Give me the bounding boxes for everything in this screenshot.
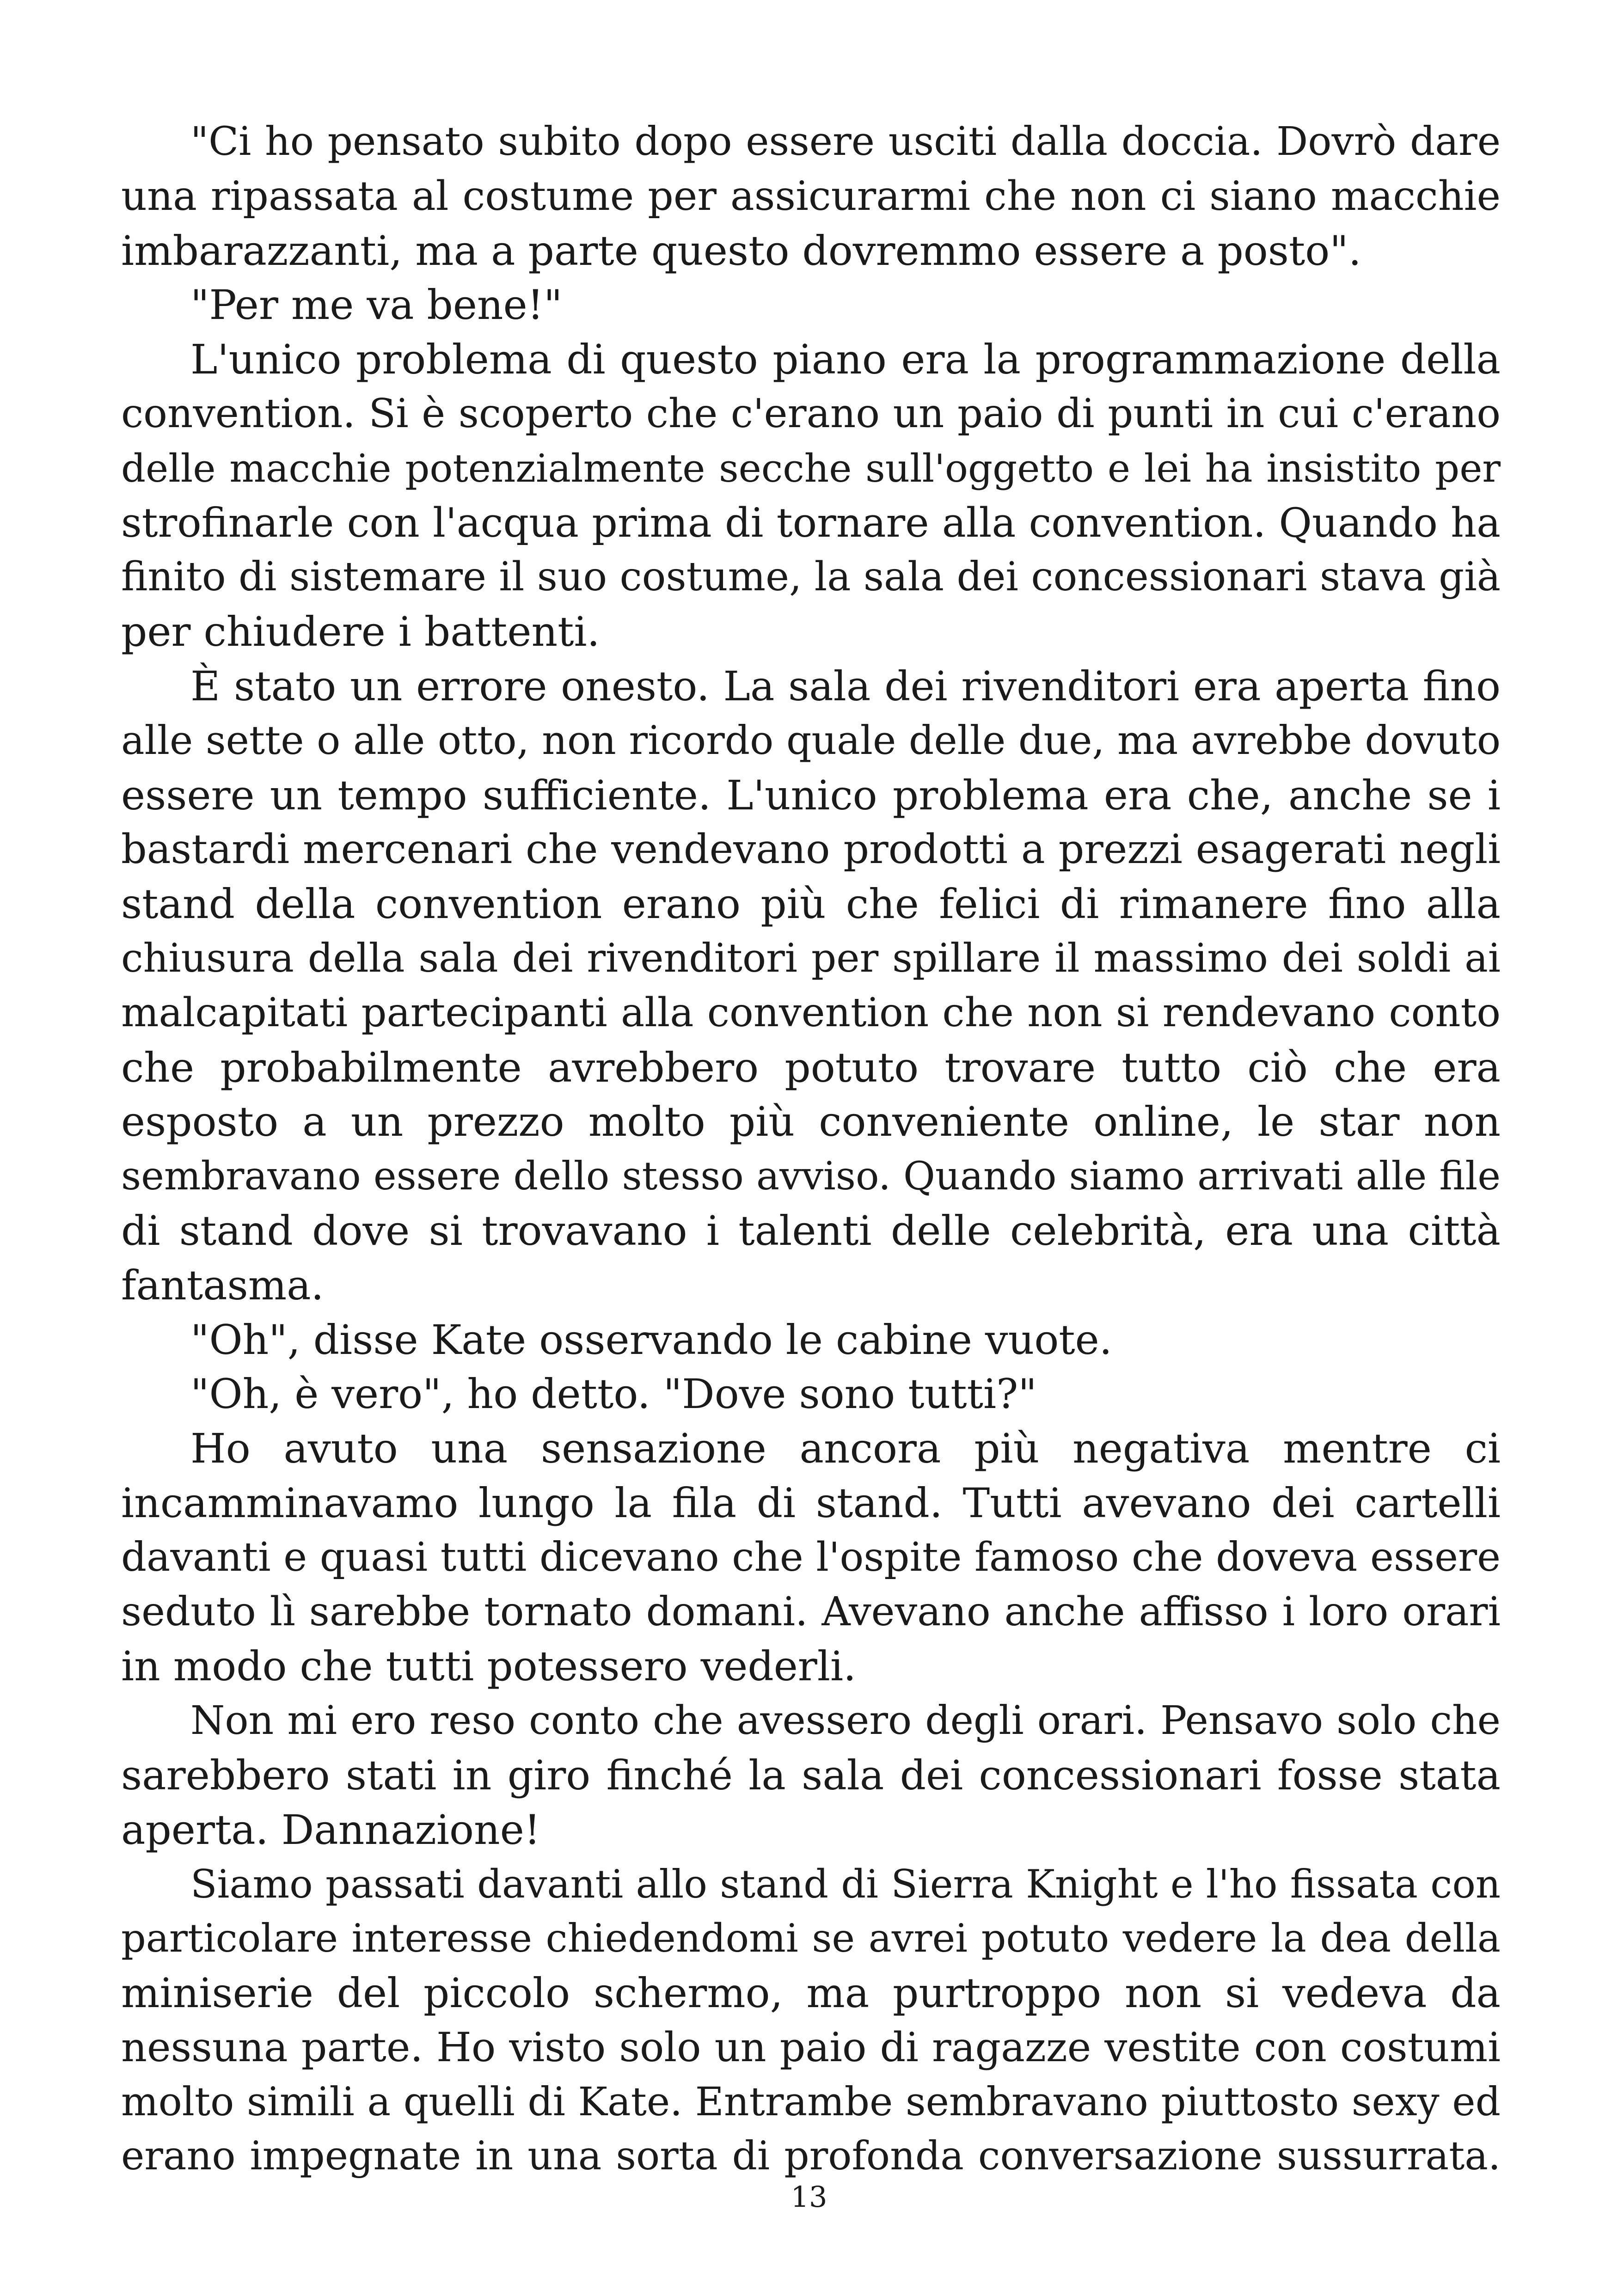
text-line: fantasma. — [121, 1261, 324, 1309]
text-line: finito di sistemare il suo costume, la sala dei concessionari stava già — [121, 554, 1501, 600]
text-line: di stand dove si trovavano i talenti delle celebrità, era una città — [121, 1206, 1501, 1255]
text-line: per chiudere i battenti. — [121, 608, 600, 656]
text-line: bastardi mercenari che vendevano prodotti a prezzi esagerati negli — [121, 826, 1501, 873]
text-line: Siamo passati davanti allo stand di Sierra Knight e l'ho fissata con — [190, 1861, 1501, 1907]
text-line: imbarazzanti, ma a parte questo dovremmo essere a posto". — [121, 227, 1361, 275]
text-line: sarebbero stati in giro finché la sala dei concessionari fosse stata — [121, 1751, 1501, 1799]
text-line: sembravano essere dello stesso avviso. Quando siamo arrivati alle file — [121, 1153, 1501, 1199]
text-line: miniserie del piccolo schermo, ma purtroppo non si vedeva da — [121, 1969, 1501, 2017]
text-line: delle macchie potenzialmente secche sull'oggetto e lei ha insistito per — [121, 446, 1501, 491]
text-line: "Ci ho pensato subito dopo essere usciti dalla doccia. Dovrò dare — [190, 119, 1501, 165]
text-line: convention. Si è scoperto che c'erano un paio di punti in cui c'erano — [121, 390, 1501, 437]
text-line: erano impegnate in una sorta di profonda conversazione sussurrata. — [121, 2133, 1501, 2180]
text-line: seduto lì sarebbe tornato domani. Avevano anche affisso i loro orari — [121, 1588, 1501, 1635]
text-line: che probabilmente avrebbero potuto trovare tutto ciò che era — [121, 1043, 1501, 1091]
text-line: Ho avuto una sensazione ancora più negativa mentre ci — [190, 1425, 1501, 1473]
text-line: "Oh, è vero", ho detto. "Dove sono tutti?" — [190, 1370, 1037, 1418]
text-line: "Per me va bene!" — [190, 281, 563, 329]
text-line: esposto a un prezzo molto più conveniente online, le star non — [121, 1098, 1501, 1146]
text-line: una ripassata al costume per assicurarmi che non ci siano macchie — [121, 172, 1501, 220]
text-line: alle sette o alle otto, non ricordo quale delle due, ma avrebbe dovuto — [121, 717, 1501, 764]
text-line: nessuna parte. Ho visto solo un paio di ragazze vestite con costumi — [121, 2023, 1501, 2071]
text-line: chiusura della sala dei rivenditori per spillare il massimo dei soldi ai — [121, 935, 1501, 981]
text-line: È stato un errore onesto. La sala dei rivenditori era aperta fino — [190, 662, 1501, 710]
text-line: incamminavamo lungo la fila di stand. Tutti avevano dei cartelli — [121, 1479, 1501, 1527]
text-line: Non mi ero reso conto che avessero degli orari. Pensavo solo che — [190, 1698, 1501, 1744]
text-line: L'unico problema di questo piano era la programmazione della — [190, 336, 1501, 384]
text-line: stand della convention erano più che felici di rimanere fino alla — [121, 880, 1501, 928]
text-line: "Oh", disse Kate osservando le cabine vuote. — [190, 1316, 1112, 1364]
page-body — [121, 115, 1501, 2232]
text-line: davanti e quasi tutti dicevano che l'ospite famoso che doveva essere — [121, 1534, 1501, 1580]
text-line: essere un tempo sufficiente. L'unico problema era che, anche se i — [121, 771, 1501, 819]
text-line: aperta. Dannazione! — [121, 1806, 541, 1854]
text-line: molto simili a quelli di Kate. Entrambe sembravano piuttosto sexy ed — [121, 2079, 1501, 2125]
text-line: malcapitati partecipanti alla convention che non si rendevano conto — [121, 989, 1501, 1036]
text-line: strofinarle con l'acqua prima di tornare alla convention. Quando ha — [121, 499, 1501, 546]
text-line: in modo che tutti potessero vederli. — [121, 1642, 857, 1690]
text-line: particolare interesse chiedendomi se avrei potuto vedere la dea della — [121, 1916, 1501, 1961]
page-number: 13 — [791, 2180, 827, 2214]
